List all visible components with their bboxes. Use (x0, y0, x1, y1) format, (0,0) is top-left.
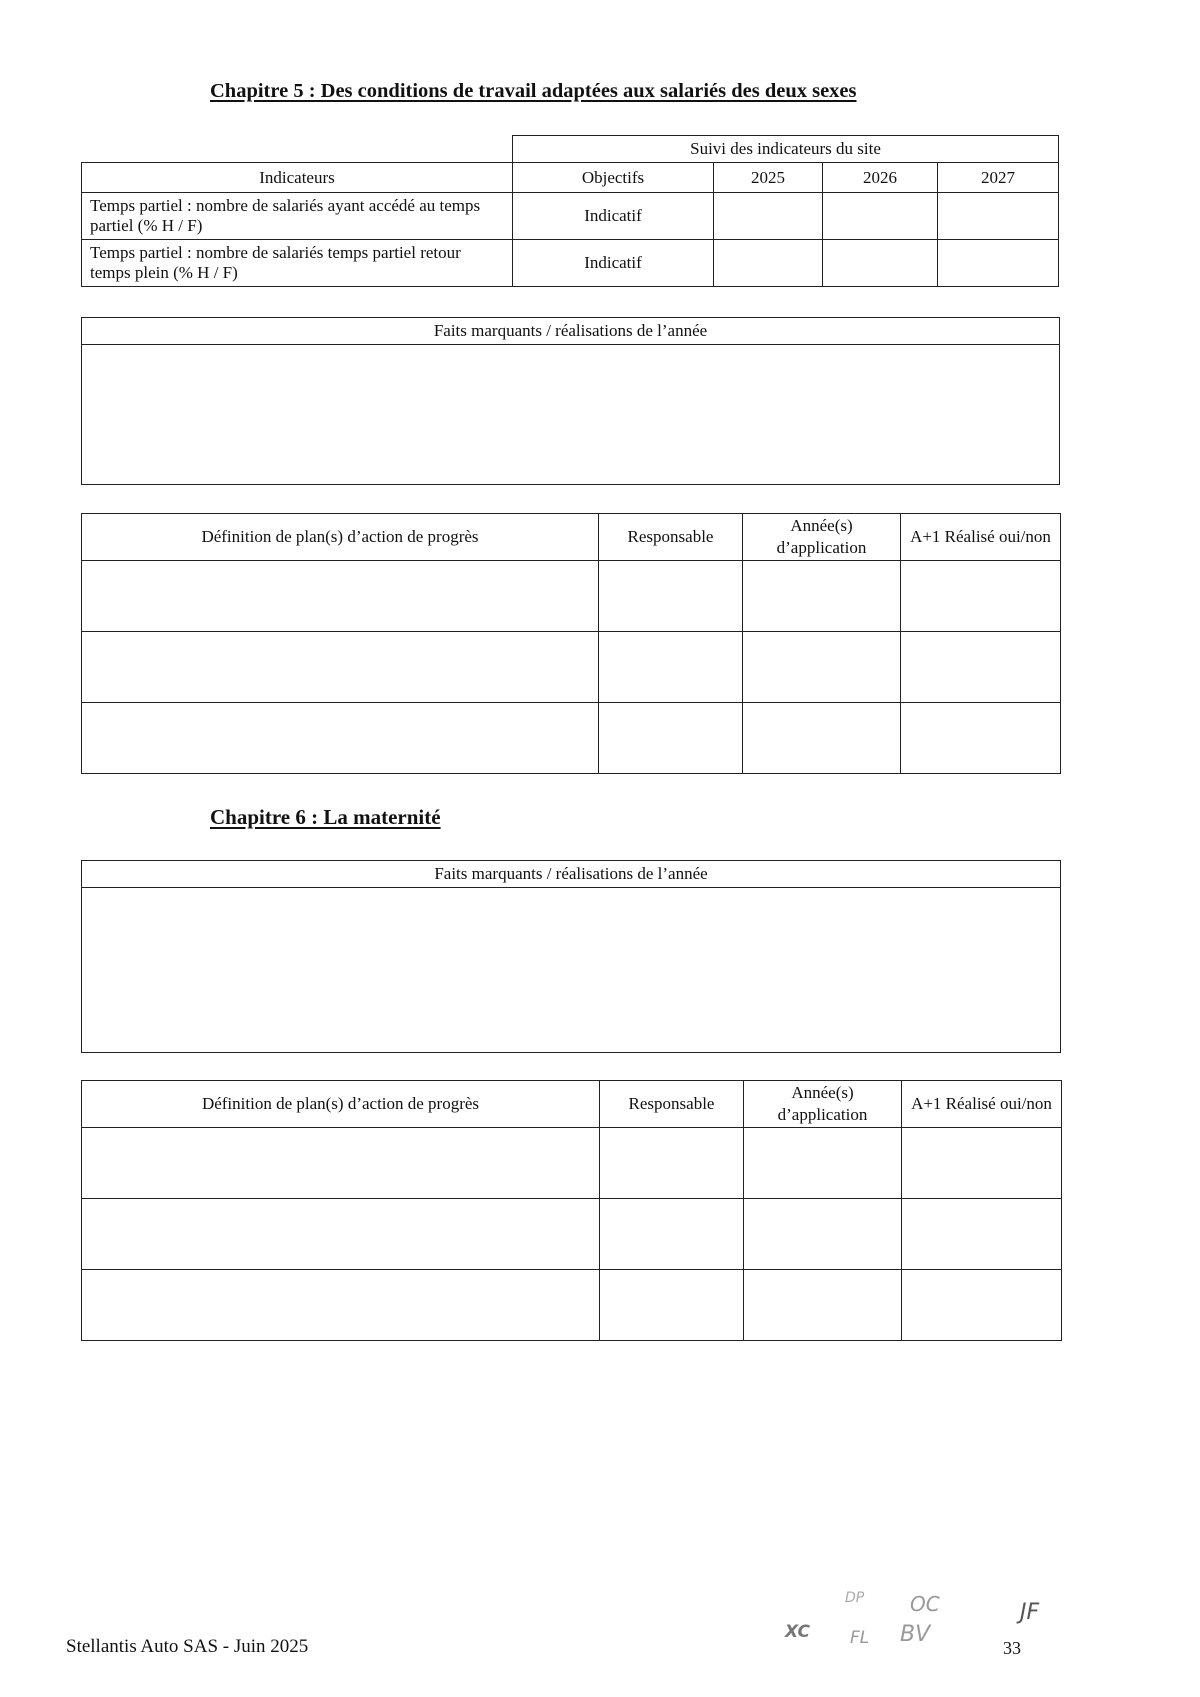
indicator-cell: Temps partiel : nombre de salariés temps partiel retour temps plein (% H / F) (82, 240, 513, 287)
header-objectifs: Objectifs (513, 163, 714, 193)
table-row (82, 703, 1061, 774)
chapter6-action-table (81, 1080, 1062, 1341)
value-2025-cell[interactable] (714, 240, 823, 287)
chapter6-title: Chapitre 6 : La maternité (210, 805, 441, 829)
table-row (82, 1270, 1062, 1341)
table-row (82, 632, 1061, 703)
header-definition: Définition de plan(s) d’action de progrès (82, 514, 599, 561)
header-realise: A+1 Réalisé oui/non (901, 514, 1061, 561)
table-row (82, 1128, 1062, 1199)
initial-jf: JF (1020, 1600, 1040, 1625)
initial-dp: DP (845, 1590, 865, 1606)
chapter5-highlights-content[interactable] (82, 345, 1059, 485)
header-2027: 2027 (938, 163, 1059, 193)
header-2025: 2025 (714, 163, 823, 193)
value-2026-cell[interactable] (823, 193, 938, 240)
header-responsable: Responsable (599, 514, 743, 561)
table-row (82, 193, 1059, 240)
chapter6-highlights-header: Faits marquants / réalisations de l’année (82, 861, 1060, 888)
indicators-table (81, 135, 1059, 287)
value-2027-cell[interactable] (938, 193, 1059, 240)
header-annees: Année(s) d’application (743, 514, 901, 561)
header-responsable: Responsable (600, 1081, 744, 1128)
objective-cell: Indicatif (513, 240, 714, 287)
table-row (82, 240, 1059, 287)
header-indicateurs: Indicateurs (82, 163, 513, 193)
page-number: 33 (1003, 1638, 1021, 1658)
header-annees: Année(s) d’application (744, 1081, 902, 1128)
initial-bv: BV (900, 1622, 931, 1647)
chapter6-highlights-content[interactable] (82, 888, 1060, 1053)
value-2025-cell[interactable] (714, 193, 823, 240)
value-2027-cell[interactable] (938, 240, 1059, 287)
footer-company: Stellantis Auto SAS - Juin 2025 (66, 1636, 309, 1657)
chapter5-highlights-header: Faits marquants / réalisations de l’année (82, 318, 1059, 345)
value-2026-cell[interactable] (823, 240, 938, 287)
table-row (82, 561, 1061, 632)
header-2026: 2026 (823, 163, 938, 193)
objective-cell: Indicatif (513, 193, 714, 240)
chapter5-action-table (81, 513, 1061, 774)
indicators-group-header: Suivi des indicateurs du site (513, 136, 1059, 163)
chapter5-title: Chapitre 5 : Des conditions de travail adaptées aux salariés des deux sexes (210, 80, 857, 102)
table-row (82, 1199, 1062, 1270)
chapter5-highlights-box (81, 317, 1060, 485)
header-realise: A+1 Réalisé oui/non (902, 1081, 1062, 1128)
chapter6-highlights-box (81, 860, 1061, 1053)
indicator-cell: Temps partiel : nombre de salariés ayant accédé au temps partiel (% H / F) (82, 193, 513, 240)
initial-xc: XC (785, 1622, 810, 1642)
initial-fl: FL (850, 1628, 870, 1648)
header-definition: Définition de plan(s) d’action de progrès (82, 1081, 600, 1128)
initial-oc: OC (910, 1592, 940, 1616)
initials-signature (780, 1590, 1070, 1660)
